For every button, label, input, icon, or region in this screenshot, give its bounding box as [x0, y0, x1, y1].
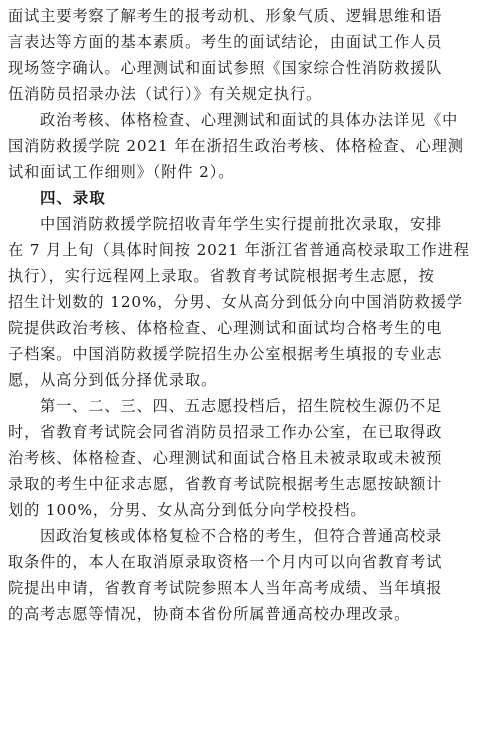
text-line: 伍消防员招录办法（试行）》有关规定执行。 — [8, 85, 323, 103]
text-line: 现场签字确认。心理测试和面试参照《国家综合性消防救援队 — [8, 59, 443, 77]
section-heading: 四、录取 — [40, 189, 106, 207]
text-line: 时，省教育考试院会同省消防员招录工作办公室，在已取得政 — [8, 423, 443, 441]
interview-paragraph — [8, 3, 492, 107]
text-line: 录取的考生中征求志愿，省教育考试院根据考生志愿按缺额计 — [8, 475, 443, 493]
text-line: 试和面试工作细则》（附件 2）。 — [8, 163, 235, 181]
text-line: 招生计划数的 120%，分男、女从高分到低分向中国消防救援学 — [8, 293, 463, 311]
text-line: 在 7 月上旬（具体时间按 2021 年浙江省普通高校录取工作进程 — [8, 241, 470, 259]
text-line: 第一、二、三、四、五志愿投档后，招生院校生源仍不足 — [40, 397, 443, 415]
text-line: 面试主要考察了解考生的报考动机、形象气质、逻辑思维和语 — [8, 7, 443, 25]
text-line: 执行），实行远程网上录取。省教育考试院根据考生志愿，按 — [8, 267, 435, 285]
text-line: 国消防救援学院 2021 年在浙招生政治考核、体格检查、心理测 — [8, 137, 464, 155]
admission-paragraph — [8, 211, 492, 393]
recheck-paragraph — [8, 523, 492, 627]
text-line: 院提出申请，省教育考试院参照本人当年高考成绩、当年填报 — [8, 579, 443, 597]
text-line: 因政治复核或体格复检不合格的考生，但符合普通高校录 — [40, 527, 443, 545]
text-line: 治考核、体格检查、心理测试和面试合格且未被录取或未被预 — [8, 449, 443, 467]
text-line: 子档案。中国消防救援学院招生办公室根据考生填报的专业志 — [8, 345, 443, 363]
text-line: 取条件的，本人在取消原录取资格一个月内可以向省教育考试 — [8, 553, 443, 571]
text-line: 愿，从高分到低分择优录取。 — [8, 371, 218, 389]
text-line: 言表达等方面的基本素质。考生的面试结论，由面试工作人员 — [8, 33, 443, 51]
text-line: 院提供政治考核、体格检查、心理测试和面试均合格考生的电 — [8, 319, 443, 337]
text-line: 的高考志愿等情况，协商本省份所属普通高校办理改录。 — [8, 605, 411, 623]
details-paragraph — [8, 107, 492, 185]
text-line: 中国消防救援学院招收青年学生实行提前批次录取，安排 — [40, 215, 443, 233]
supplement-paragraph — [8, 393, 492, 523]
text-line: 划的 100%，分男、女从高分到低分向学校投档。 — [8, 501, 367, 519]
text-line: 政治考核、体格检查、心理测试和面试的具体办法详见《中 — [40, 111, 459, 129]
